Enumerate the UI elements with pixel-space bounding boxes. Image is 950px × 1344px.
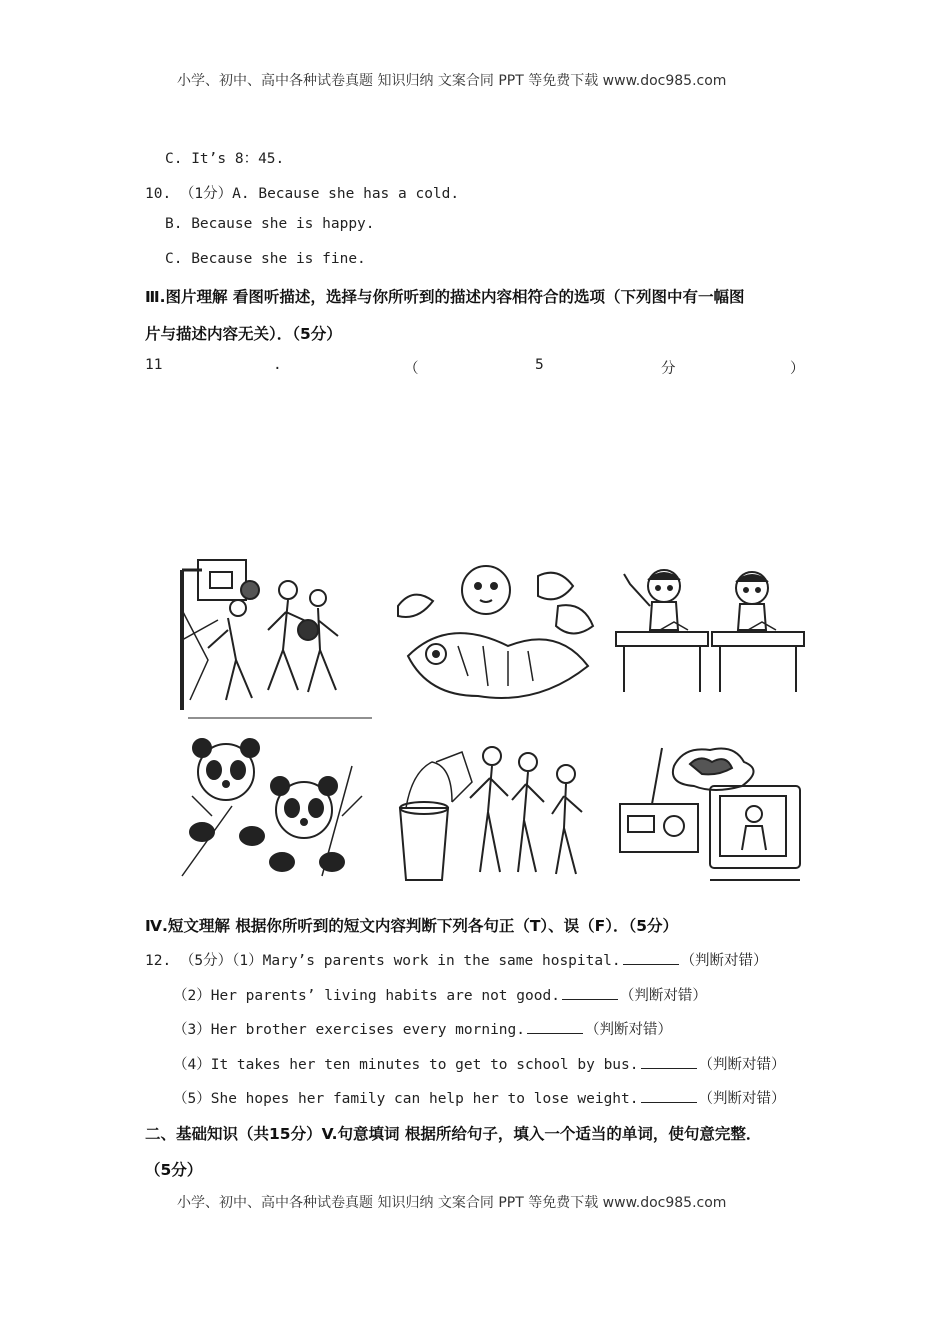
q12-item-2-text: （2）Her parents’ living habits are not good.: [173, 988, 560, 1004]
q10-option-a: 10. （1分）A. Because she has a cold.: [145, 186, 460, 202]
section4-title: Ⅳ.短文理解 根据你所听到的短文内容判断下列各句正（T）、误（F）．（5分）: [145, 917, 679, 935]
q11-left-paren: （: [404, 361, 419, 377]
answer-blank-5[interactable]: [641, 1090, 697, 1103]
q11-unit: 分: [661, 361, 676, 377]
q12-item-3-text: （3）Her brother exercises every morning.: [173, 1022, 526, 1038]
q9-option-c: C. It’s 8：45.: [165, 151, 285, 167]
part2-title-line1: 二、基础知识（共15分）V.句意填词 根据所给句子，填入一个适当的单词，使句意完整．: [145, 1125, 762, 1143]
part2-title-line2: （5分）: [145, 1161, 203, 1179]
q10-option-b: B. Because she is happy.: [165, 216, 375, 232]
q11-score: 5: [535, 357, 544, 373]
page-footer: 小学、初中、高中各种试卷真题 知识归纳 文案合同 PPT 等免费下载 www.doc985.com: [177, 1195, 727, 1211]
q11-dot: .: [273, 357, 282, 373]
q12-item-2-judge: （判断对错）: [619, 988, 707, 1004]
q12-item-4: [173, 1053, 786, 1074]
q12-item-4-text: （4）It takes her ten minutes to get to school by bus.: [173, 1057, 639, 1073]
q12-item-1: [145, 949, 768, 970]
picture-pandas: [172, 736, 366, 888]
answer-blank-2[interactable]: [562, 987, 618, 1000]
picture-basketball: [168, 550, 374, 722]
q12-item-5-text: （5）She hopes her family can help her to lose weight.: [173, 1091, 639, 1107]
picture-radio-tv: [614, 740, 806, 888]
section3-title-line2: 片与描述内容无关）．（5分）: [145, 325, 342, 343]
q12-item-1-text: 12. （5分）（1）Mary’s parents work in the same hospital.: [145, 953, 621, 969]
q12-item-5: [173, 1087, 786, 1108]
q10-option-c: C. Because she is fine.: [165, 251, 366, 267]
q12-item-3: [173, 1018, 672, 1039]
q11-right-paren: ）: [790, 361, 805, 377]
picture-boy-fish: [388, 556, 600, 712]
q11-number: 11: [145, 357, 163, 373]
picture-trash-people: [392, 742, 590, 882]
q12-item-3-judge: （判断对错）: [585, 1022, 673, 1038]
answer-blank-3[interactable]: [527, 1021, 583, 1034]
answer-blank-1[interactable]: [623, 952, 679, 965]
answer-blank-4[interactable]: [641, 1056, 697, 1069]
section3-title-line1: Ⅲ.图片理解 看图听描述，选择与你所听到的描述内容相符合的选项（下列图中有一幅图: [145, 288, 745, 306]
q12-item-4-judge: （判断对错）: [698, 1057, 786, 1073]
page-header: 小学、初中、高中各种试卷真题 知识归纳 文案合同 PPT 等免费下载 www.doc985.com: [177, 73, 727, 89]
q12-item-1-judge: （判断对错）: [680, 953, 768, 969]
q12-item-2: [173, 984, 707, 1005]
picture-students: [612, 566, 808, 696]
q12-item-5-judge: （判断对错）: [698, 1091, 786, 1107]
